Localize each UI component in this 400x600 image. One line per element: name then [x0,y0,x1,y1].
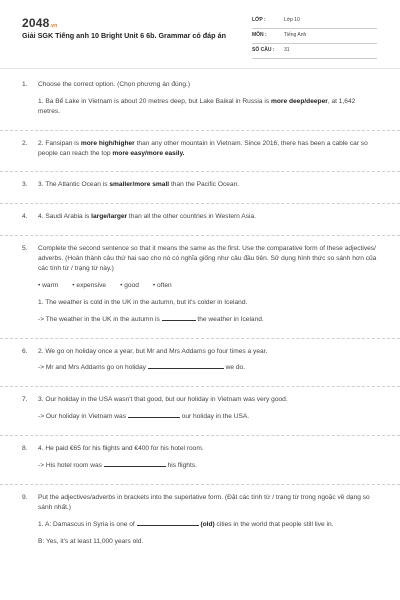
question-6: 6. 2. We go on holiday once a year, but Mr and Mrs Addams go four times a year. -> Mr and Mrs Addams go on holiday we do. [0,347,400,388]
question-text: 3. Our holiday in the USA wasn't that good, but our holiday in Vietnam was very good. [38,396,288,404]
question-text: 2. We go on holiday once a year, but Mr and Mrs Addams go four times a year. [38,347,268,355]
question-answer-line: -> Mr and Mrs Addams go on holiday we do. [38,364,246,372]
question-instruction: Choose the correct option. (Chọn phương án đúng.) [38,81,191,88]
question-text: 1. A: Damascus in Syria is one of (old) cities in the world that people still live in. [38,520,334,528]
question-list [0,80,400,567]
document-title: Giải SGK Tiếng anh 10 Bright Unit 6 6b. Grammar có đáp án [22,31,226,40]
meta-subject: MÔN : Tiếng Anh [252,31,377,44]
meta-question-count: SỐ CÂU : 31 [252,46,377,59]
question-text: 4. He paid €65 for his flights and €400 for his hotel room. [38,445,204,453]
question-text: 4. Saudi Arabia is large/larger than all the other countries in Western Asia. [38,213,256,221]
question-text: 2. Fansipan is more high/higher than any other mountain in Vietnam. Since 2016, there has been a cable car so people can reach the top more easy/more easily. [38,139,368,157]
header-divider [0,68,400,69]
question-text: 1. Ba Bể Lake in Vietnam is about 20 metres deep, but Lake Baikal in Russia is more deep/deeper, at 1,642 metres. [38,97,356,115]
option-item: • good [120,281,139,289]
question-4: 4. 4. Saudi Arabia is large/larger than all the other countries in Western Asia. [0,212,400,236]
question-8: 8. 4. He paid €65 for his flights and €400 for his hotel room. -> His hotel room was his flights. [0,444,400,485]
question-text: B: Yes, it's at least 11,000 years old. [38,537,144,545]
question-answer-line: -> The weather in the UK in the autumn is the weather in Iceland. [38,315,264,323]
word-options [38,281,378,291]
question-2: 2. 2. Fansipan is more high/higher than any other mountain in Vietnam. Since 2016, there has been a cable car so people can reach the top more easy/more easily. [0,139,400,173]
page-header [0,0,400,68]
question-answer-line: -> His hotel room was his flights. [38,462,197,470]
site-logo[interactable]: 2048.vn [22,16,58,30]
question-5: 5. Complete the second sentence so that it means the same as the first. Use the comparative form of these adjectives/ adverbs. (Hoàn thành câu thứ hai sao cho nó có nghĩa giống như câu đầu tiên. Sử dụng hình thức so sánh hơn của các tính từ / trạng từ này.) • warm • expensive • good • often 1. The weather is cold in the UK in the autumn, but it's colder in Iceland. -> The weather in the UK in the autumn is the weather in Iceland. [0,244,400,338]
option-item: • expensive [72,281,107,289]
answer-blank[interactable] [128,412,180,418]
meta-grade: LỚP : Lớp 10 [252,16,377,29]
option-item: • warm [38,281,59,289]
question-text: 3. The Atlantic Ocean is smaller/more small than the Pacific Ocean. [38,181,240,189]
document-meta [252,16,377,61]
answer-blank[interactable] [104,461,166,467]
question-3: 3. 3. The Atlantic Ocean is smaller/more small than the Pacific Ocean. [0,180,400,204]
answer-blank[interactable] [148,363,224,369]
option-item: • often [152,281,172,289]
question-instruction: Complete the second sentence so that it means the same as the first. Use the comparative form of these adjectives/ adverbs. (Hoàn thành câu thứ hai sao cho nó có nghĩa giống như câu đầu tiên. Sử dụng hình thức so sánh hơn của các tính từ / trạng từ này.) [38,245,377,273]
answer-blank[interactable] [137,520,199,526]
answer-blank[interactable] [162,315,196,321]
question-instruction: Put the adjectives/adverbs in brackets into the superlative form. (Đặt các tính từ / trạng từ trong ngoặc về dạng so sánh nhất.) [38,493,370,511]
question-1: 1. Choose the correct option. (Chọn phương án đúng.) 1. Ba Bể Lake in Vietnam is about 20 metres deep, but Lake Baikal in Russia is more deep/deeper, at 1,642 metres. [0,80,400,131]
question-9: 9. Put the adjectives/adverbs in brackets into the superlative form. (Đặt các tính từ / trạng từ trong ngoặc về dạng so sánh nhất.) 1. A: Damascus in Syria is one of (old) cities in the world that people still live in. B: Yes, it's at least 11,000 years old. [0,493,400,560]
question-text: 1. The weather is cold in the UK in the autumn, but it's colder in Iceland. [38,298,248,306]
question-7: 7. 3. Our holiday in the USA wasn't that good, but our holiday in Vietnam was very good. -> Our holiday in Vietnam was our holiday in the USA. [0,395,400,436]
question-answer-line: -> Our holiday in Vietnam was our holiday in the USA. [38,413,250,421]
